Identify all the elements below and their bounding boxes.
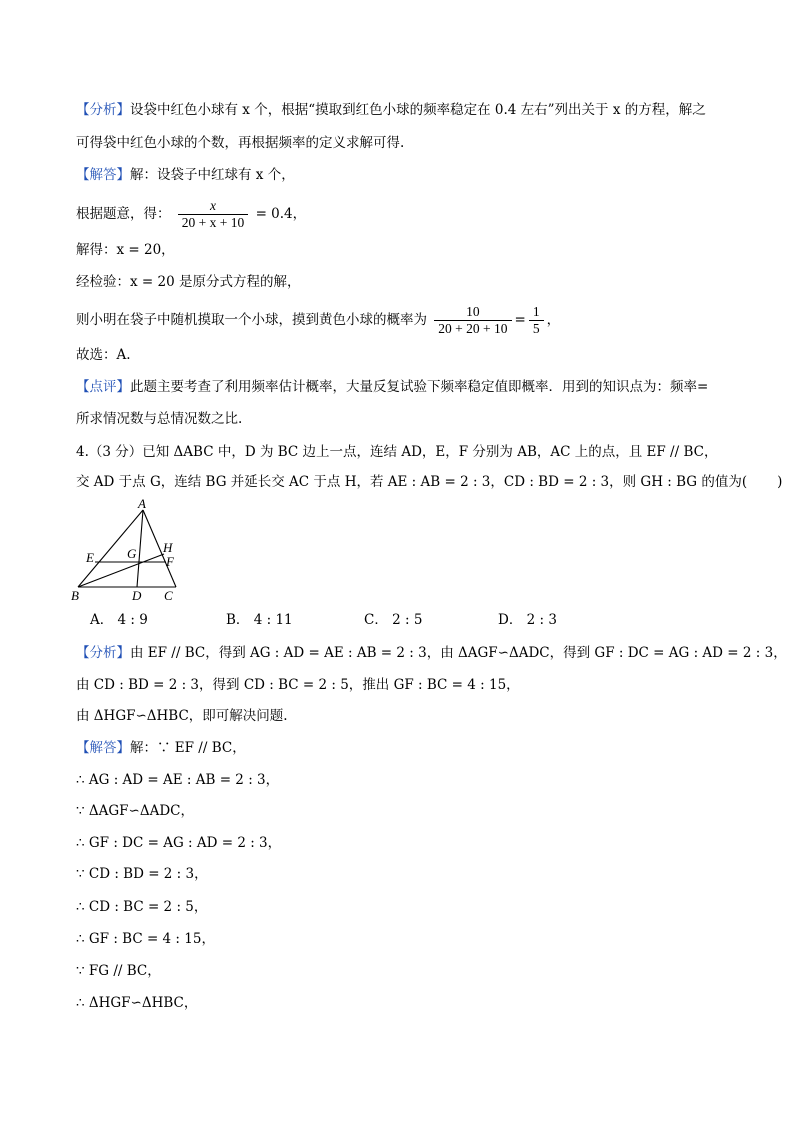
fraction-numerator: 10: [434, 304, 511, 321]
solution-text: 则小明在袋子中随机摸取一个小球，摸到黄色小球的概率为: [76, 312, 427, 328]
fraction-denominator: 20 + 20 + 10: [438, 321, 508, 336]
label-d: D: [132, 588, 142, 603]
option-c[interactable]: C． 2 : 5: [364, 612, 423, 628]
analysis-line-1: [76, 100, 706, 120]
segment-ad: [137, 510, 143, 587]
solution-text: = 0.4，: [255, 206, 307, 222]
solution4-line-9: ∴ ΔHGF∽ΔHBC，: [76, 995, 198, 1011]
label-f: F: [166, 554, 174, 569]
comment-line-1: [76, 377, 708, 397]
label-b: B: [71, 588, 79, 603]
solution4-line-3: ∵ ΔAGF∽ΔADC，: [76, 803, 194, 819]
solution-line-4: 经检验：x = 20 是原分式方程的解，: [76, 274, 301, 290]
solution-line-1: [76, 165, 295, 185]
solution-line-2: [76, 196, 306, 232]
label-e: E: [86, 550, 94, 565]
label-a: A: [138, 496, 146, 511]
question-text: 交 AD 于点 G，连结 BG 并延长交 AC 于点 H，若 AE : AB = 2 : 3，CD : BD = 2 : 3，则 GH : BG 的值为(: [76, 474, 748, 490]
analysis-line-2: 可得袋中红色小球的个数，再根据频率的定义求解可得.: [76, 135, 405, 151]
analysis-text: 由 EF // BC，得到 AG : AD = AE : AB = 2 : 3，由 ΔAGF∽ΔADC，得到 GF : DC = AG : AD = 2 : 3，: [130, 645, 787, 661]
solution4-line-2: ∴ AG : AD = AE : AB = 2 : 3，: [76, 772, 280, 788]
label-c: C: [164, 588, 173, 603]
solution4-line-5: ∵ CD : BD = 2 : 3，: [76, 866, 208, 882]
solution4-line-1: [76, 738, 246, 758]
fraction-numerator: 1: [529, 304, 544, 321]
label-h: H: [163, 540, 173, 555]
options-row: [90, 610, 690, 630]
solution4-line-6: ∴ CD : BC = 2 : 5，: [76, 899, 208, 915]
solution-tag: 【解答】: [76, 740, 130, 756]
comment-text: 此题主要考查了利用频率估计概率，大量反复试验下频率稳定值即概率．用到的知识点为：频率=: [130, 379, 709, 395]
fraction-denominator: 5: [532, 321, 540, 336]
solution4-line-4: ∴ GF : DC = AG : AD = 2 : 3，: [76, 835, 282, 851]
solution-line-6: 故选：A.: [76, 347, 131, 363]
comment-line-2: 所求情况数与总情况数之比.: [76, 411, 243, 427]
solution-text: 解：设袋子中红球有 x 个，: [130, 167, 295, 183]
fraction-denominator: 20 + x + 10: [181, 215, 245, 230]
analysis-tag: 【分析】: [76, 645, 130, 661]
fraction-x-over-sum: [178, 198, 248, 231]
triangle-figure: [68, 496, 188, 606]
label-g: G: [127, 546, 137, 561]
analysis-text: 设袋中红色小球有 x 个，根据“摸取到红色小球的频率稳定在 0.4 左右”列出关于 x 的方程，解之: [130, 102, 706, 118]
fraction-numerator: x: [178, 198, 248, 215]
fraction-probability: [434, 304, 511, 337]
solution4-line-8: ∵ FG // BC，: [76, 963, 161, 979]
analysis4-line-3: 由 ΔHGF∽ΔHBC，即可解决问题.: [76, 708, 288, 724]
solution-line-3: 解得：x = 20，: [76, 242, 175, 258]
solution-text: 解：∵ EF // BC，: [130, 740, 246, 756]
analysis4-line-1: [76, 643, 787, 663]
solution-text: 根据题意，得：: [76, 206, 171, 222]
question-line-1: 4.（3 分）已知 ΔABC 中，D 为 BC 边上一点，连结 AD，E，F 分别为 AB，AC 上的点，且 EF // BC，: [76, 444, 718, 460]
option-b[interactable]: B． 4 : 11: [226, 612, 293, 628]
option-d[interactable]: D． 2 : 3: [498, 612, 557, 628]
question-paren-close: ): [777, 474, 783, 490]
solution4-line-7: ∴ GF : BC = 4 : 15，: [76, 931, 215, 947]
analysis4-line-2: 由 CD : BD = 2 : 3，得到 CD : BC = 2 : 5，推出 GF : BC = 4 : 15，: [76, 677, 520, 693]
solution-tag: 【解答】: [76, 167, 130, 183]
analysis-tag: 【分析】: [76, 102, 130, 118]
fraction-one-fifth: [529, 304, 544, 337]
comment-tag: 【点评】: [76, 379, 130, 395]
question-line-2: [76, 472, 782, 492]
option-a[interactable]: A． 4 : 9: [90, 612, 148, 628]
solution-line-5: 则小明在袋子中随机摸取一个小球，摸到黄色小球的概率为 $\frac{10}{20 + 20 + 10}$ = $\frac{1}{5}$ ，: [76, 304, 561, 336]
